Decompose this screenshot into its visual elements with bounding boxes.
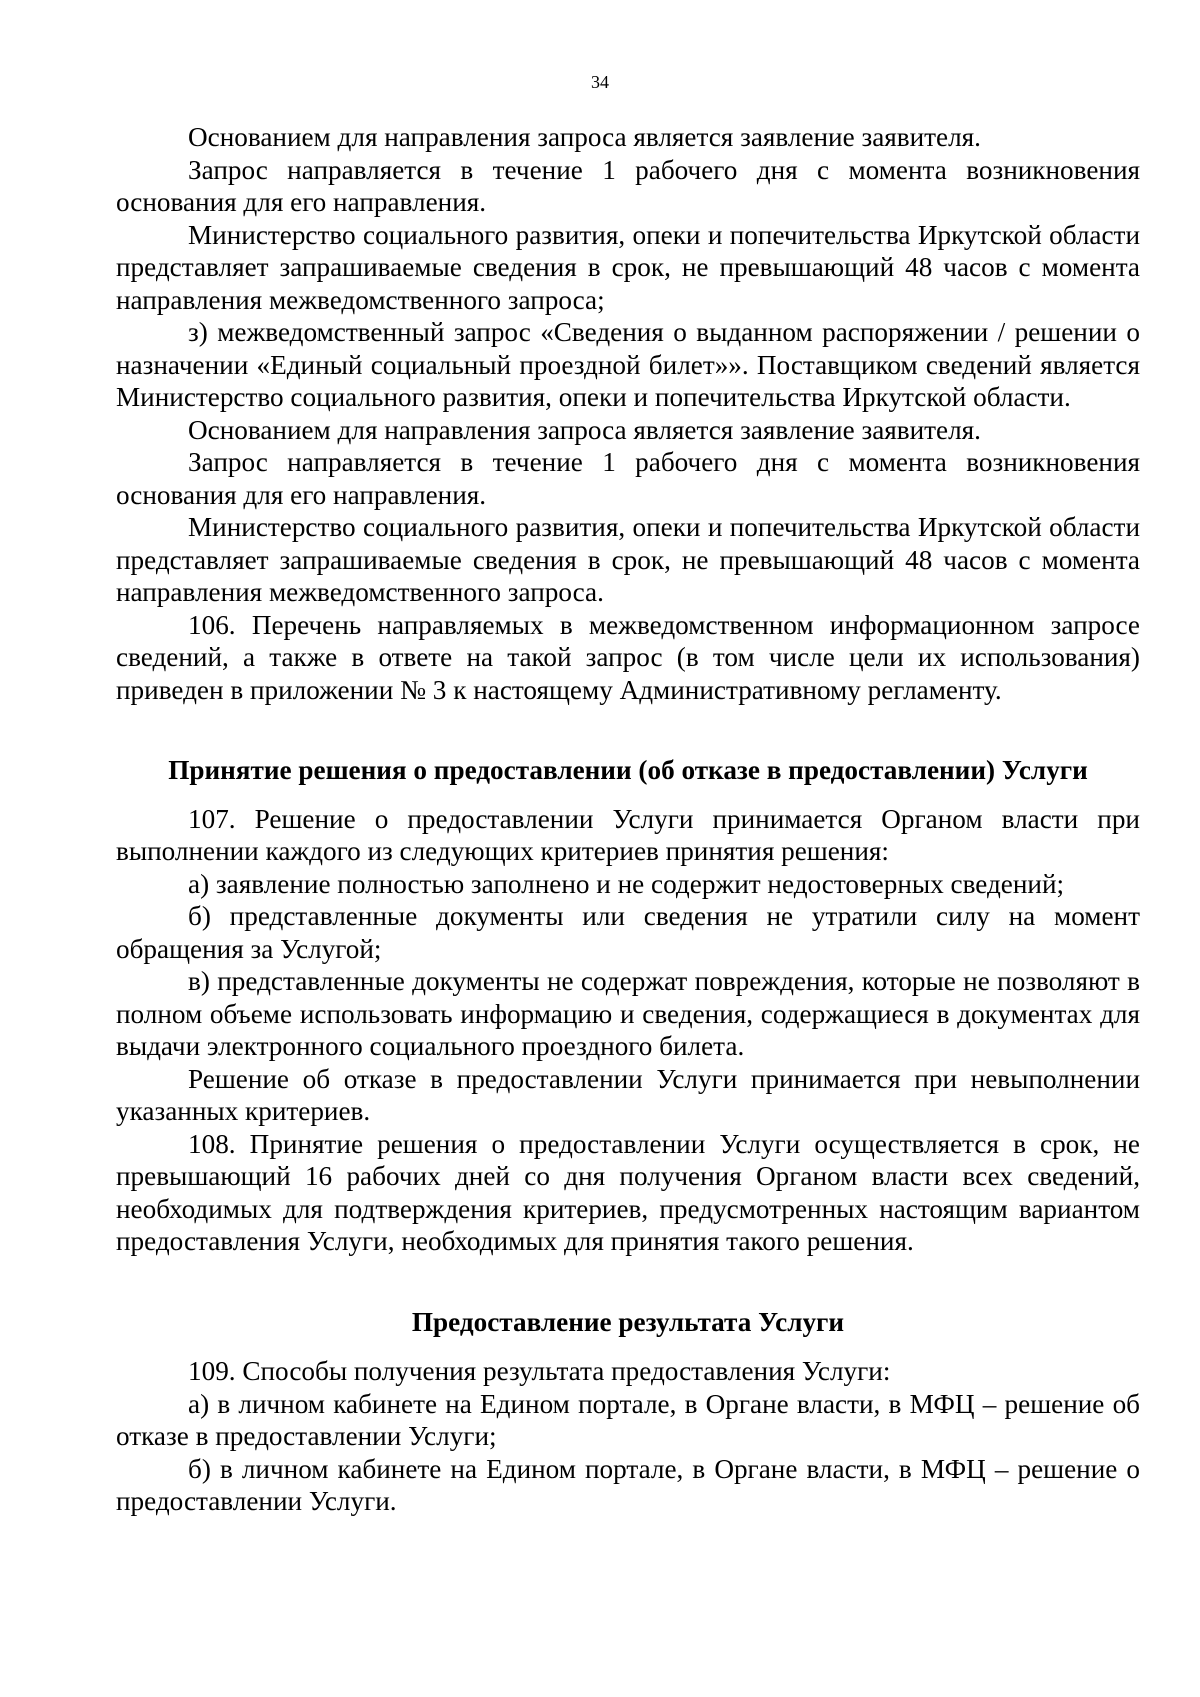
- paragraph-criterion-a: а) заявление полностью заполнено и не содержит недостоверных сведений;: [188, 868, 1065, 899]
- paragraph-request-term-1: Запрос направляется в течение 1 рабочего дня с момента возникновения основания для его направления.: [116, 154, 1140, 217]
- paragraph-refusal: Решение об отказе в предоставлении Услуги принимается при невыполнении указанных критериев.: [116, 1063, 1140, 1126]
- paragraph-ministry-response-1: Министерство социального развития, опеки и попечительства Иркутской области представляет запрашиваемые сведения в срок, не превышающий 48 часов с момента направления межведомственного запроса;: [116, 219, 1140, 315]
- paragraph-basis-2: Основанием для направления запроса является заявление заявителя.: [188, 414, 981, 445]
- paragraph-result-a: а) в личном кабинете на Едином портале, в Органе власти, в МФЦ – решение об отказе в предоставлении Услуги;: [116, 1388, 1140, 1451]
- paragraph-request-term-2: Запрос направляется в течение 1 рабочего дня с момента возникновения основания для его направления.: [116, 447, 1140, 510]
- section-heading-result: Предоставление результата Услуги: [411, 1306, 845, 1337]
- paragraph-108: 108. Принятие решения о предоставлении Услуги осуществляется в срок, не превышающий 16 рабочих дней со дня получения Органом власти всех сведений, необходимых для подтверждения критериев, предусмотренных настоящим вариантом предоставления Услуги, необходимых для принятия такого решения.: [116, 1128, 1140, 1256]
- paragraph-107: 107. Решение о предоставлении Услуги принимается Органом власти при выполнении каждого из следующих критериев принятия решения:: [116, 803, 1140, 866]
- paragraph-109: 109. Способы получения результата предоставления Услуги:: [188, 1356, 891, 1386]
- paragraph-criterion-v: в) представленные документы не содержат повреждения, которые не позволяют в полном объеме использовать информацию и сведения, содержащиеся в документах для выдачи электронного социального проездного билета.: [116, 966, 1140, 1061]
- document-body: [116, 121, 1140, 1518]
- page-number: 34: [591, 72, 609, 92]
- paragraph-ministry-response-2: Министерство социального развития, опеки и попечительства Иркутской области представляет запрашиваемые сведения в срок, не превышающий 48 часов с момента направления межведомственного запроса.: [116, 512, 1140, 607]
- section-heading-decision: Принятие решения о предоставлении (об отказе в предоставлении) Услуги: [168, 755, 1088, 785]
- paragraph-item-z: з) межведомственный запрос «Сведения о выданном распоряжении / решении о назначении «Единый социальный проездной билет»». Поставщиком сведений является Министерство социального развития, опеки и попечительства Иркутской области.: [116, 317, 1140, 412]
- paragraph-criterion-b: б) представленные документы или сведения не утратили силу на момент обращения за Услугой;: [116, 901, 1140, 964]
- paragraph-basis-1: Основанием для направления запроса является заявление заявителя.: [188, 122, 981, 152]
- paragraph-106: 106. Перечень направляемых в межведомственном информационном запросе сведений, а также в ответе на такой запрос (в том числе цели их использования) приведен в приложении № 3 к настоящему Административному регламенту.: [116, 609, 1140, 705]
- paragraph-result-b: б) в личном кабинете на Едином портале, в Органе власти, в МФЦ – решение о предоставлении Услуги.: [116, 1453, 1140, 1516]
